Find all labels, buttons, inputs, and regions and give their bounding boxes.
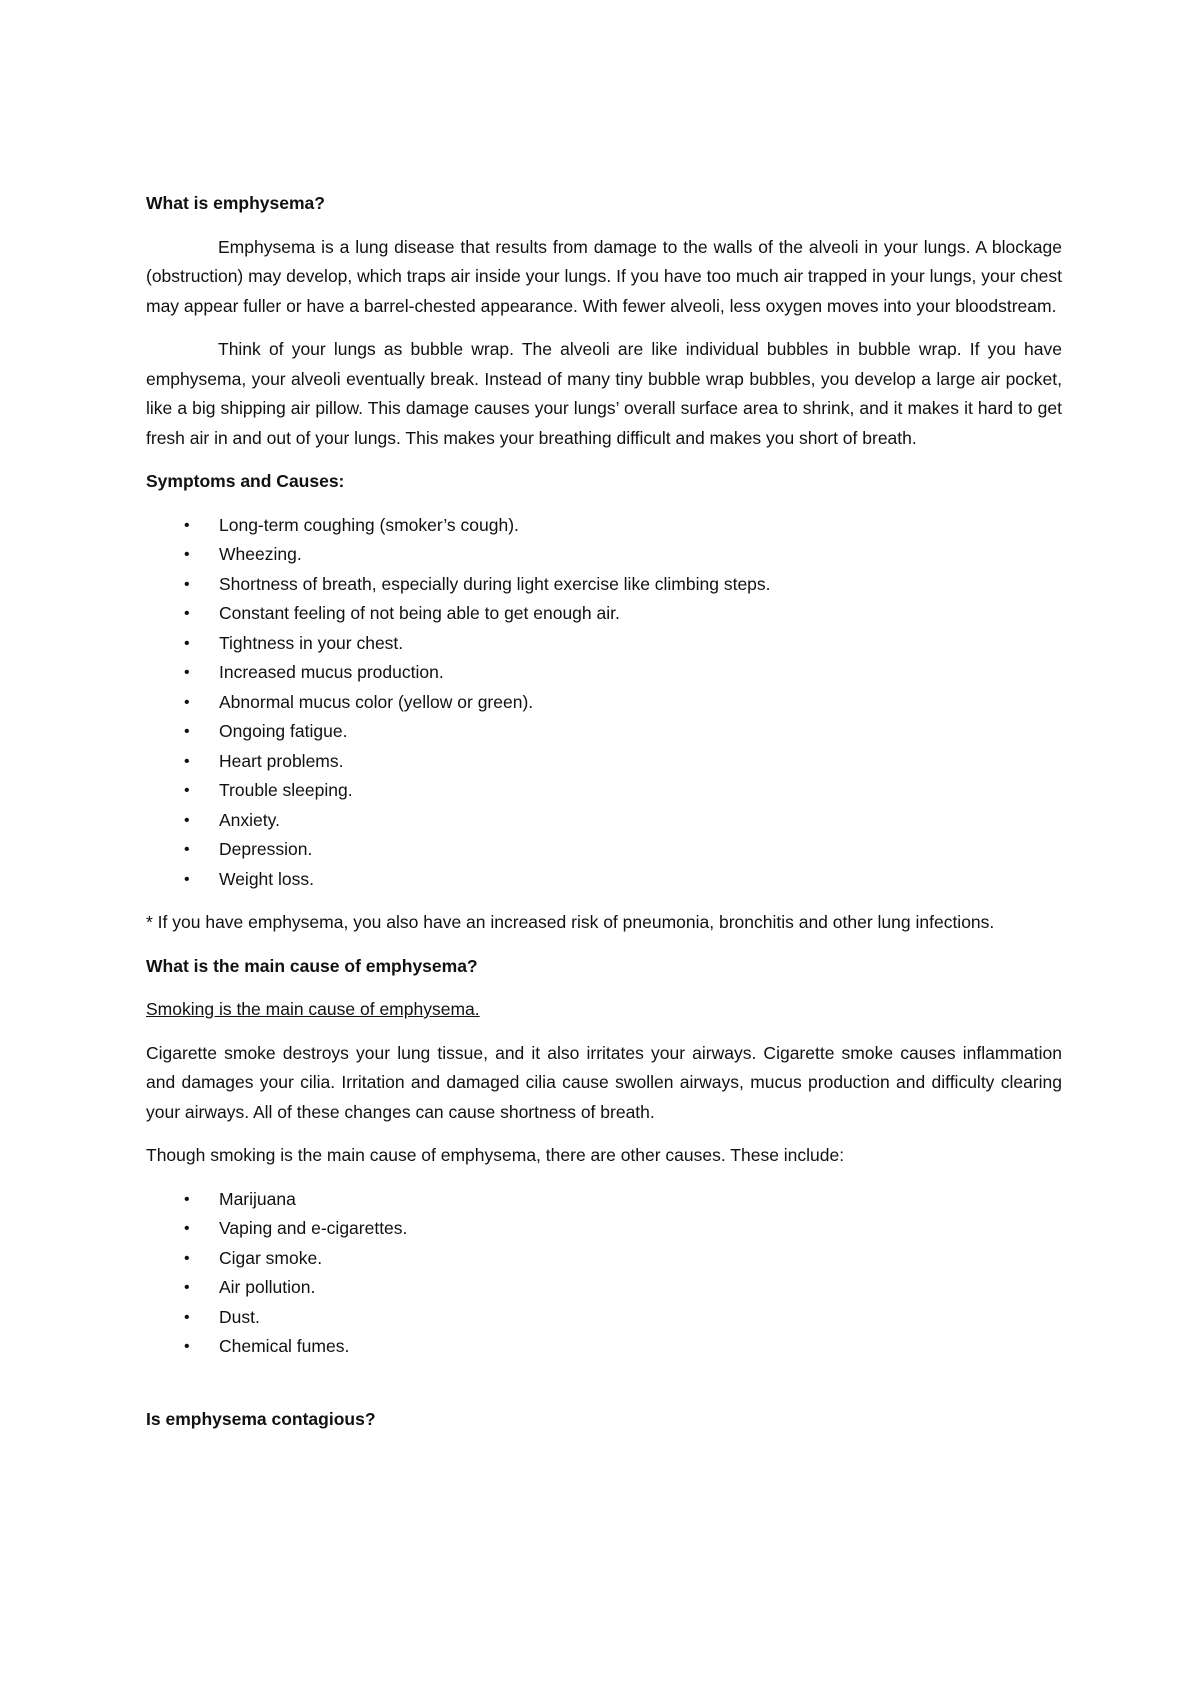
list-item: • Dust.	[146, 1303, 1062, 1333]
bullet-icon: •	[184, 575, 190, 593]
list-item: • Shortness of breath, especially during light exercise like climbing steps.	[146, 570, 1062, 600]
paragraph-other-causes-intro: Though smoking is the main cause of emphysema, there are other causes. These include:	[146, 1145, 845, 1165]
list-item: • Tightness in your chest.	[146, 629, 1062, 659]
causes-list	[146, 1185, 1062, 1362]
note-infection-risk: * If you have emphysema, you also have an increased risk of pneumonia, bronchitis and other lung infections.	[146, 912, 995, 932]
bullet-icon: •	[184, 1190, 190, 1208]
paragraph-cigarette-smoke: Cigarette smoke destroys your lung tissue, and it also irritates your airways. Cigarette smoke causes inflammation and damages your cilia. Irritation and damaged cilia cause swollen airways, mucus production and difficulty clearing your airways. All of these changes can cause shortness of breath.	[146, 1042, 1062, 1122]
list-item: • Weight loss.	[146, 865, 1062, 895]
list-item: • Air pollution.	[146, 1273, 1062, 1303]
list-item: • Anxiety.	[146, 806, 1062, 836]
list-item: • Depression.	[146, 835, 1062, 865]
list-item: • Wheezing.	[146, 540, 1062, 570]
paragraph-bubble-wrap: Think of your lungs as bubble wrap. The alveoli are like individual bubbles in bubble wrap. If you have emphysema, your alveoli eventually break. Instead of many tiny bubble wrap bubbles, you develop a large air pocket, like a big shipping air pillow. This damage causes your lungs’ overall surface area to shrink, and it makes it hard to get fresh air in and out of your lungs. This makes your breathing difficult and makes you short of breath.	[146, 339, 1062, 448]
list-item: • Increased mucus production.	[146, 658, 1062, 688]
document-page	[146, 189, 1062, 1448]
list-item: • Chemical fumes.	[146, 1332, 1062, 1362]
list-item: • Trouble sleeping.	[146, 776, 1062, 806]
bullet-icon: •	[184, 693, 190, 711]
bullet-icon: •	[184, 664, 190, 681]
bullet-icon: •	[184, 752, 190, 770]
list-item: • Vaping and e-cigarettes.	[146, 1214, 1062, 1244]
list-item: • Constant feeling of not being able to get enough air.	[146, 599, 1062, 629]
heading-symptoms-causes: Symptoms and Causes:	[146, 471, 345, 491]
list-item: • Ongoing fatigue.	[146, 717, 1062, 747]
heading-main-cause: What is the main cause of emphysema?	[146, 955, 478, 976]
bullet-icon: •	[184, 634, 190, 652]
symptoms-list	[146, 511, 1062, 895]
bullet-icon: •	[184, 1308, 190, 1326]
underlined-statement: Smoking is the main cause of emphysema.	[146, 999, 480, 1019]
heading-what-is-emphysema: What is emphysema?	[146, 193, 325, 213]
list-item: • Cigar smoke.	[146, 1244, 1062, 1274]
list-item: • Heart problems.	[146, 747, 1062, 777]
heading-contagious: Is emphysema contagious?	[146, 1408, 376, 1429]
bullet-icon: •	[184, 870, 190, 888]
bullet-icon: •	[184, 516, 190, 534]
bullet-icon: •	[184, 841, 190, 858]
blank-line	[146, 1376, 1062, 1405]
bullet-icon: •	[184, 723, 190, 740]
list-item: • Long-term coughing (smoker’s cough).	[146, 511, 1062, 541]
bullet-icon: •	[184, 1249, 190, 1267]
bullet-icon: •	[184, 1279, 190, 1296]
bullet-icon: •	[184, 546, 190, 563]
paragraph-definition: Emphysema is a lung disease that results from damage to the walls of the alveoli in your lungs. A blockage (obstruction) may develop, which traps air inside your lungs. If you have too much air trapped in your lungs, your chest may appear fuller or have a barrel-chested appearance. With fewer alveoli, less oxygen moves into your bloodstream.	[146, 236, 1062, 316]
list-item: • Abnormal mucus color (yellow or green).	[146, 688, 1062, 718]
bullet-icon: •	[184, 605, 190, 622]
bullet-icon: •	[184, 782, 190, 799]
list-item: • Marijuana	[146, 1185, 1062, 1215]
bullet-icon: •	[184, 1338, 190, 1355]
bullet-icon: •	[184, 811, 190, 829]
bullet-icon: •	[184, 1220, 190, 1237]
